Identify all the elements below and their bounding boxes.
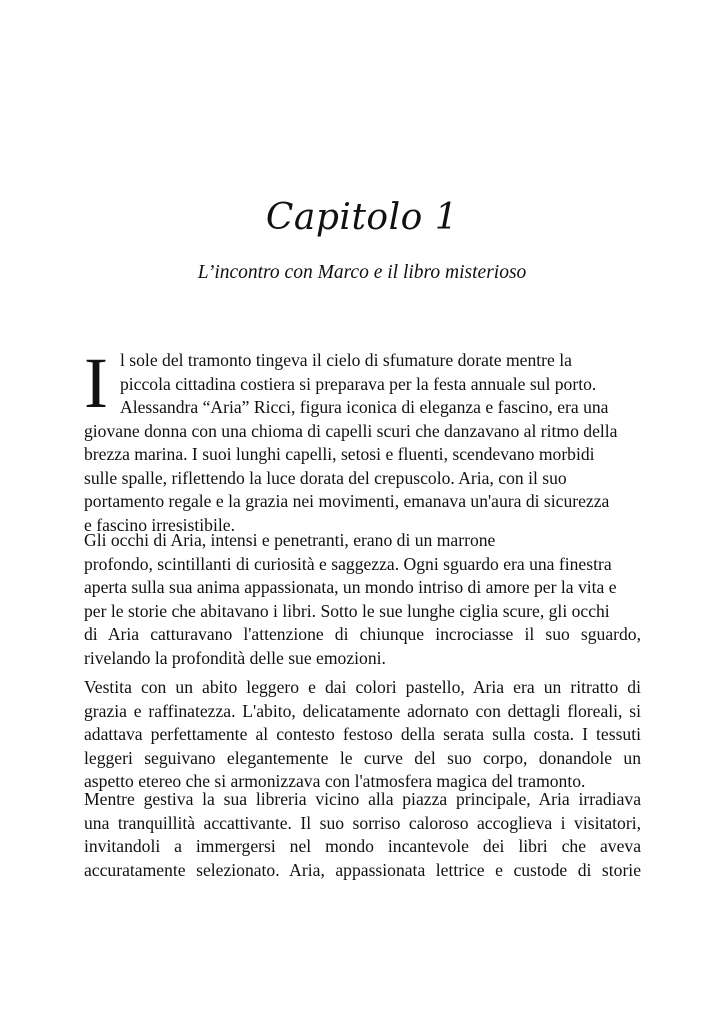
paragraph-line: aspetto etereo che si armonizzava con l'atmosfera magica del tramonto. xyxy=(84,771,586,791)
paragraph-line: giovane donna con una chioma di capelli scuri che danzavano al ritmo della xyxy=(84,420,618,441)
paragraph-1 xyxy=(84,343,641,537)
chapter-title: Capitolo 1 xyxy=(265,197,459,238)
paragraph-3 xyxy=(84,676,641,794)
paragraph-line: leggeri seguivano elegantemente le curve del suo corpo, donandole un xyxy=(84,747,641,768)
paragraph-line: rivelando la profondità delle sue emozioni. xyxy=(84,647,386,668)
paragraph-line: Gli occhi di Aria, intensi e penetranti, erano di un marrone xyxy=(84,530,496,550)
paragraph-line: una tranquillità accattivante. Il suo sorriso caloroso accoglieva i visitatori, xyxy=(84,812,641,833)
paragraph-line: piccola cittadina costiera si preparava per la festa annuale sul porto. xyxy=(120,373,597,394)
paragraph-line: per le storie che abitavano i libri. Sotto le sue lunghe ciglia scure, gli occhi xyxy=(84,600,610,621)
drop-cap: I xyxy=(84,343,108,423)
paragraph-2 xyxy=(84,529,641,670)
chapter-subtitle: L’incontro con Marco e il libro misterioso xyxy=(197,262,527,283)
paragraph-line: aperta sulla sua anima appassionata, un mondo intriso di amore per la vita e xyxy=(84,577,617,597)
paragraph-line: adattava perfettamente al contesto festoso della serata sulla costa. I tessuti xyxy=(84,724,641,744)
paragraph-line: sulle spalle, riflettendo la luce dorata del crepuscolo. Aria, con il suo xyxy=(84,467,567,488)
paragraph-line: Alessandra “Aria” Ricci, figura iconica di eleganza e fascino, era una xyxy=(120,397,609,417)
paragraph-line: invitandoli a immergersi nel mondo incantevole dei libri che aveva xyxy=(84,836,641,856)
paragraph-line: profondo, scintillanti di curiosità e saggezza. Ogni sguardo era una finestra xyxy=(84,553,612,574)
paragraph-line: di Aria catturavano l'attenzione di chiunque incrociasse il suo sguardo, xyxy=(84,624,641,644)
paragraph-line: l sole del tramonto tingeva il cielo di sfumature dorate mentre la xyxy=(120,350,572,370)
paragraph-line: e fascino irresistibile. xyxy=(84,514,235,535)
paragraph-4 xyxy=(84,788,641,882)
paragraph-line: brezza marina. I suoi lunghi capelli, setosi e fluenti, scendevano morbidi xyxy=(84,444,595,464)
paragraph-line: accuratamente selezionato. Aria, appassionata lettrice e custode di storie xyxy=(84,859,641,880)
paragraph-line: Mentre gestiva la sua libreria vicino alla piazza principale, Aria irradiava xyxy=(84,789,641,809)
paragraph-line: Vestita con un abito leggero e dai colori pastello, Aria era un ritratto di xyxy=(84,677,641,697)
paragraph-line: grazia e raffinatezza. L'abito, delicatamente adornato con dettagli floreali, si xyxy=(84,700,641,721)
paragraph-line: portamento regale e la grazia nei movimenti, emanava un'aura di sicurezza xyxy=(84,491,610,511)
